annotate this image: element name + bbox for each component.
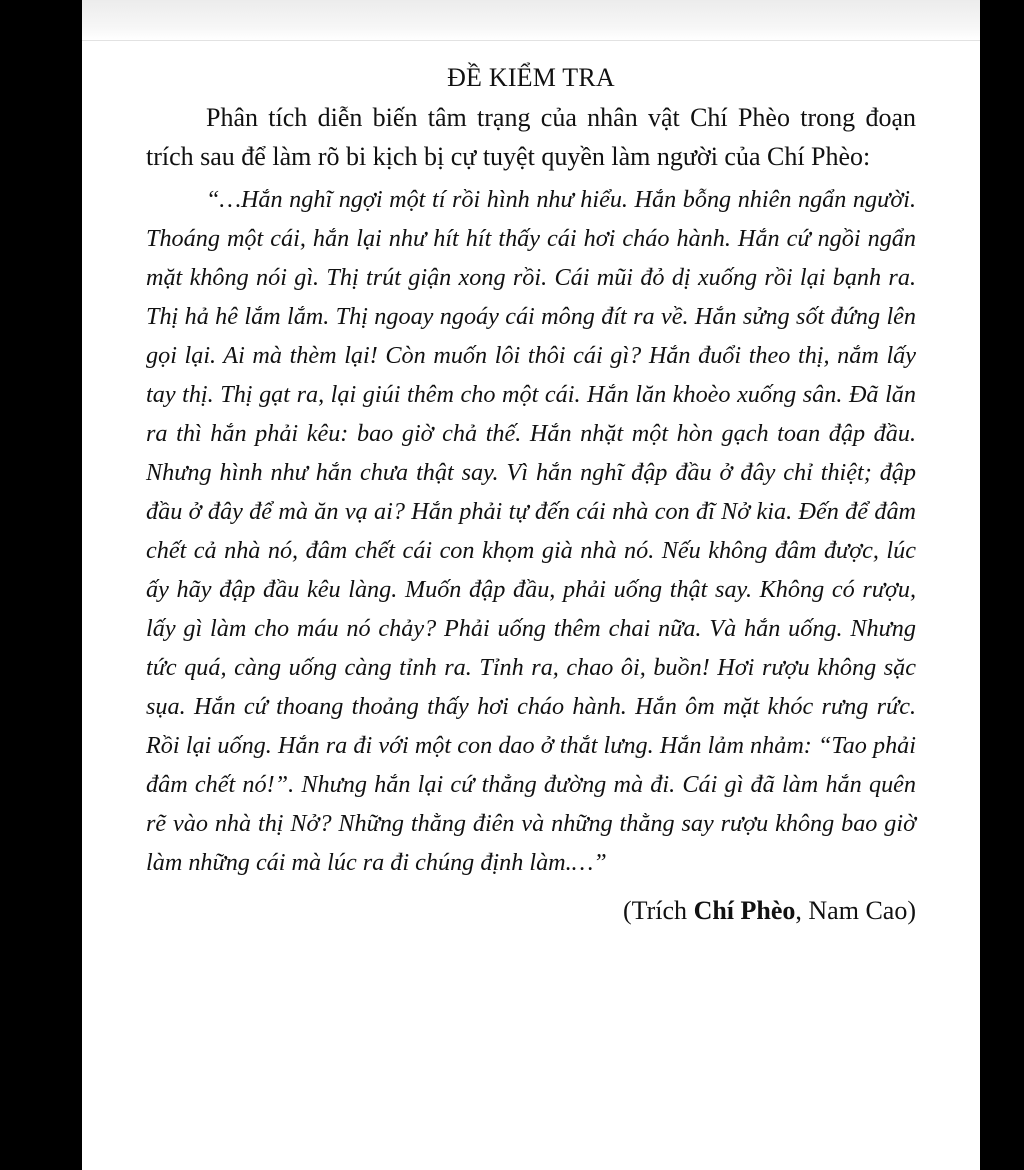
source-citation <box>146 891 916 931</box>
document-page <box>82 0 980 1170</box>
source-open: (Trích <box>623 896 694 925</box>
essay-prompt: Phân tích diễn biến tâm trạng của nhân vật Chí Phèo trong đoạn trích sau để làm rõ bi kịch bị cự tuyệt quyền làm người của Chí Phèo: <box>146 103 916 171</box>
document-title: ĐỀ KIỂM TRA <box>447 63 615 92</box>
page-top-edge <box>82 0 980 41</box>
page-content <box>146 58 916 931</box>
quoted-passage: “…Hắn nghĩ ngợi một tí rồi hình như hiểu. Hắn bỗng nhiên ngẩn người. Thoáng một cái, hắn lại như hít hít thấy cái hơi cháo hành. Hắn cứ ngồi ngẩn mặt không nói gì. Thị trút giận xong rồi. Cái mũi đỏ dị xuống rồi lại bạnh ra. Thị hả hê lắm lắm. Thị ngoay ngoáy cái mông đít ra về. Hắn sửng sốt đứng lên gọi lại. Ai mà thèm lại! Còn muốn lôi thôi cái gì? Hắn đuổi theo thị, nắm lấy tay thị. Thị gạt ra, lại giúi thêm cho một cái. Hắn lăn khoèo xuống sân. Đã lăn ra thì hắn phải kêu: bao giờ chả thế. Hắn nhặt một hòn gạch toan đập đầu. Nhưng hình như hắn chưa thật say. Vì hắn nghĩ đập đầu ở đây chỉ thiệt; đập đầu ở đây để mà ăn vạ ai? Hắn phải tự đến cái nhà con đĩ Nở kia. Đến để đâm chết cả nhà nó, đâm chết cái con khọm già nhà nó. Nếu không đâm được, lúc ấy hãy đập đầu kêu làng. Muốn đập đầu, phải uống thật say. Không có rượu, lấy gì làm cho máu nó chảy? Phải uống thêm chai nữa. Và hắn uống. Nhưng tức quá, càng uống càng tỉnh ra. Tỉnh ra, chao ôi, buồn! Hơi rượu không sặc sụa. Hắn cứ thoang thoảng thấy hơi cháo hành. Hắn ôm mặt khóc rưng rức. Rồi lại uống. Hắn ra đi với một con dao ở thắt lưng. Hắn lảm nhảm: “Tao phải đâm chết nó!”. Nhưng hắn lại cứ thẳng đường mà đi. Cái gì đã làm hắn quên rẽ vào nhà thị Nở? Những thằng điên và những thằng say rượu không bao giờ làm những cái mà lúc ra đi chúng định làm.…” <box>146 186 916 876</box>
source-rest: , Nam Cao) <box>795 896 916 925</box>
source-work-title: Chí Phèo <box>693 896 796 925</box>
